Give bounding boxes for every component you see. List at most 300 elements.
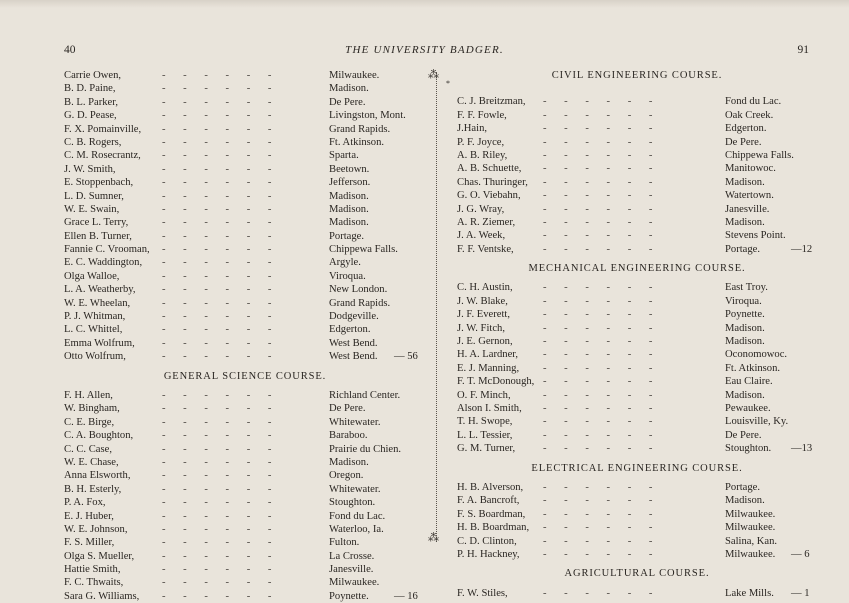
agricultural-list — [457, 587, 817, 600]
list-item — [457, 162, 817, 175]
hometown: Jefferson. — [329, 177, 371, 189]
hometown: Lake Mills. — [725, 587, 774, 599]
list-item — [457, 203, 817, 216]
hometown: Milwaukee. — [725, 548, 776, 560]
student-name: W. Bingham, — [64, 403, 120, 415]
hometown: Madison. — [725, 495, 765, 507]
hometown: Oak Creek. — [725, 109, 774, 121]
list-item — [457, 216, 817, 229]
hometown: De Pere. — [329, 96, 366, 108]
list-item — [457, 415, 817, 428]
hometown: Madison. — [725, 216, 765, 228]
hometown: Argyle. — [329, 257, 361, 269]
list-item — [457, 295, 817, 308]
list-item — [64, 550, 416, 563]
student-name: Emma Wolfrum, — [64, 337, 135, 349]
list-item — [64, 243, 416, 256]
list-item — [457, 149, 817, 162]
hometown: Edgerton. — [725, 123, 767, 135]
leader-dots: - - - - - - — [543, 376, 660, 388]
leader-dots: - - - - - - — [162, 96, 279, 108]
student-name: F. S. Boardman, — [457, 508, 526, 520]
student-name: F. X. Pomainville, — [64, 123, 142, 135]
student-name: C. C. Case, — [64, 443, 112, 455]
leader-dots: - - - - - - — [543, 535, 660, 547]
list-item — [64, 443, 416, 456]
list-item — [457, 535, 817, 548]
hometown: Salina, Kan. — [725, 535, 778, 547]
student-name: F. F. Fowle, — [457, 109, 507, 121]
course-total: —12 — [791, 243, 813, 255]
hometown: Whitewater. — [329, 483, 381, 495]
leader-dots: - - - - - - — [543, 203, 660, 215]
right-page-number: 91 — [797, 44, 809, 56]
list-item — [457, 189, 817, 202]
student-name: Alson I. Smith, — [457, 402, 522, 414]
mechanical-engineering-list — [457, 281, 817, 455]
list-item — [457, 548, 817, 561]
hometown: Milwaukee. — [725, 508, 776, 520]
general-science-list — [64, 389, 416, 603]
list-item — [64, 297, 416, 310]
leader-dots: - - - - - - — [162, 311, 279, 323]
hometown: Madison. — [725, 176, 765, 188]
leader-dots: - - - - - - — [162, 403, 279, 415]
list-item — [64, 136, 416, 149]
hometown: De Pere. — [725, 429, 762, 441]
list-item — [64, 536, 416, 549]
student-name: P. F. Joyce, — [457, 136, 505, 148]
hometown: Waterloo, Ia. — [329, 523, 384, 535]
hometown: Madison. — [329, 190, 369, 202]
leader-dots: - - - - - - — [162, 483, 279, 495]
hometown: West Bend. — [329, 351, 378, 363]
hometown: Milwaukee. — [725, 522, 776, 534]
list-item — [64, 402, 416, 415]
leader-dots: - - - - - - — [162, 351, 279, 363]
list-item — [64, 429, 416, 442]
hometown: De Pere. — [725, 136, 762, 148]
leader-dots: - - - - - - — [162, 497, 279, 509]
list-item — [64, 416, 416, 429]
leader-dots: - - - - - - — [162, 564, 279, 576]
leader-dots: - - - - - - — [543, 362, 660, 374]
list-item — [457, 176, 817, 189]
hometown: Portage. — [725, 243, 761, 255]
leader-dots: - - - - - - — [543, 429, 660, 441]
student-name: C. B. Rogers, — [64, 136, 122, 148]
student-name: H. A. Lardner, — [457, 349, 519, 361]
list-item — [64, 456, 416, 469]
leader-dots: - - - - - - — [162, 577, 279, 589]
leader-dots: - - - - - - — [162, 470, 279, 482]
student-name: F. T. McDonough, — [457, 376, 535, 388]
hometown: Eau Claire. — [725, 376, 773, 388]
student-name: Fannie C. Vrooman, — [64, 244, 150, 256]
hometown: Madison. — [725, 336, 765, 348]
list-item — [64, 350, 416, 363]
student-name: E. C. Waddington, — [64, 257, 143, 269]
course-total: —13 — [791, 443, 813, 455]
list-item — [457, 243, 817, 256]
hometown: Madison. — [725, 389, 765, 401]
student-name: F. F. Ventske, — [457, 243, 514, 255]
list-item — [64, 337, 416, 350]
list-item — [64, 270, 416, 283]
student-name: B. D. Paine, — [64, 83, 116, 95]
hometown: Poynette. — [329, 590, 369, 602]
list-item — [64, 163, 416, 176]
student-name: Carrie Owen, — [64, 70, 122, 81]
hometown: Madison. — [329, 456, 369, 468]
hometown: Viroqua. — [329, 270, 366, 282]
student-name: Chas. Thuringer, — [457, 176, 528, 188]
list-item — [64, 109, 416, 122]
student-name: G. M. Turner, — [457, 443, 516, 455]
list-item — [64, 123, 416, 136]
hometown: Madison. — [329, 217, 369, 229]
student-name: C. H. Austin, — [457, 282, 513, 294]
student-name: F. C. Thwaits, — [64, 577, 124, 589]
hometown: Baraboo. — [329, 430, 368, 442]
hometown: Pewaukee. — [725, 402, 771, 414]
leader-dots: - - - - - - — [543, 96, 660, 108]
student-name: E. J. Manning, — [457, 362, 520, 374]
list-item — [457, 508, 817, 521]
leader-dots: - - - - - - — [162, 230, 279, 242]
student-name: Ellen B. Turner, — [64, 230, 132, 242]
leader-dots: - - - - - - — [543, 336, 660, 348]
list-item — [64, 590, 416, 603]
hometown: Manitowoc. — [725, 163, 776, 175]
list-item — [457, 281, 817, 294]
civil-engineering-list — [457, 95, 817, 256]
student-name: C. J. Breitzman, — [457, 96, 526, 108]
leader-dots: - - - - - - — [543, 295, 660, 307]
hometown: Fulton. — [329, 537, 360, 549]
list-item — [64, 82, 416, 95]
hometown: Portage. — [725, 481, 761, 493]
hometown: Stevens Point. — [725, 230, 786, 242]
list-item — [64, 96, 416, 109]
leader-dots: - - - - - - — [543, 548, 660, 560]
leader-dots: - - - - - - — [162, 430, 279, 442]
student-name: A. B. Schuette, — [457, 163, 522, 175]
student-name: H. B. Boardman, — [457, 522, 530, 534]
left-column — [64, 69, 416, 603]
leader-dots: - - - - - - — [543, 176, 660, 188]
leader-dots: - - - - - - — [162, 270, 279, 282]
leader-dots: - - - - - - — [543, 508, 660, 520]
student-name: J.Hain, — [457, 123, 488, 135]
page-header — [0, 44, 849, 60]
leader-dots: - - - - - - — [162, 136, 279, 148]
list-item — [457, 122, 817, 135]
hometown: Edgerton. — [329, 324, 371, 336]
student-name: Olga S. Mueller, — [64, 550, 135, 562]
list-item — [457, 587, 817, 600]
hometown: Richland Center. — [329, 389, 401, 401]
student-name: F. S. Miller, — [64, 537, 115, 549]
student-name: L. L. Tessier, — [457, 429, 513, 441]
leader-dots: - - - - - - — [162, 389, 279, 401]
leader-dots: - - - - - - — [543, 402, 660, 414]
list-item — [64, 496, 416, 509]
student-name: C. D. Clinton, — [457, 535, 517, 547]
student-name: B. L. Parker, — [64, 96, 119, 108]
student-name: A. R. Ziemer, — [457, 216, 516, 228]
list-item — [64, 190, 416, 203]
hometown: Viroqua. — [725, 295, 762, 307]
list-item — [64, 323, 416, 336]
student-name: W. E. Chase, — [64, 456, 119, 468]
course-total: — 6 — [791, 548, 810, 560]
page-top-edge — [0, 0, 849, 8]
leader-dots: - - - - - - — [162, 443, 279, 455]
leader-dots: - - - - - - — [543, 190, 660, 202]
hometown: Milwaukee. — [329, 70, 380, 81]
student-name: J. F. Everett, — [457, 309, 510, 321]
hometown: Portage. — [329, 230, 365, 242]
student-name: W. E. Wheelan, — [64, 297, 131, 309]
leader-dots: - - - - - - — [162, 523, 279, 535]
hometown: Stoughton. — [725, 443, 772, 455]
leader-dots: - - - - - - — [162, 110, 279, 122]
list-item — [64, 216, 416, 229]
student-name: P. J. Whitman, — [64, 311, 126, 323]
student-name: Sara G. Williams, — [64, 590, 140, 602]
leader-dots: - - - - - - — [543, 136, 660, 148]
leader-dots: - - - - - - — [162, 416, 279, 428]
list-item — [64, 510, 416, 523]
student-name: W. E. Swain, — [64, 203, 120, 215]
student-name: C. M. Rosecrantz, — [64, 150, 141, 162]
leader-dots: - - - - - - — [162, 83, 279, 95]
leader-dots: - - - - - - — [162, 590, 279, 602]
student-name: L. A. Weatherby, — [64, 284, 136, 296]
student-name: F. A. Bancroft, — [457, 495, 520, 507]
leader-dots: - - - - - - — [543, 495, 660, 507]
leader-dots: - - - - - - — [543, 481, 660, 493]
hometown: Prairie du Chien. — [329, 443, 402, 455]
hometown: Chippewa Falls. — [725, 149, 794, 161]
list-item — [457, 402, 817, 415]
leader-dots: - - - - - - — [162, 177, 279, 189]
student-name: H. B. Alverson, — [457, 481, 524, 493]
student-name: Anna Elsworth, — [64, 470, 131, 482]
list-item — [457, 429, 817, 442]
list-item — [457, 229, 817, 242]
list-item — [64, 203, 416, 216]
student-name: P. A. Fox, — [64, 497, 106, 509]
list-item — [64, 176, 416, 189]
list-item — [457, 481, 817, 494]
student-name: J. G. Wray, — [457, 203, 505, 215]
hometown: Louisville, Ky. — [725, 416, 789, 428]
leader-dots: - - - - - - — [162, 190, 279, 202]
leader-dots: - - - - - - — [162, 324, 279, 336]
student-name: L. D. Sumner, — [64, 190, 124, 202]
student-name: O. F. Minch, — [457, 389, 511, 401]
leader-dots: - - - - - - — [162, 123, 279, 135]
student-name: Hattie Smith, — [64, 564, 121, 576]
student-name: P. H. Hackney, — [457, 548, 520, 560]
list-item — [64, 283, 416, 296]
hometown: Milwaukee. — [329, 577, 380, 589]
leader-dots: - - - - - - — [162, 203, 279, 215]
hometown: Grand Rapids. — [329, 297, 391, 309]
leader-dots: - - - - - - — [543, 416, 660, 428]
leader-dots: - - - - - - — [543, 349, 660, 361]
hometown: Madison. — [725, 322, 765, 334]
hometown: La Crosse. — [329, 550, 375, 562]
hometown: Whitewater. — [329, 416, 381, 428]
list-item — [457, 389, 817, 402]
student-name: Otto Wolfrum, — [64, 351, 126, 363]
leader-dots: - - - - - - — [543, 322, 660, 334]
student-name: B. H. Esterly, — [64, 483, 122, 495]
list-item — [457, 442, 817, 455]
letters-course-list — [64, 69, 416, 364]
hometown: East Troy. — [725, 282, 768, 294]
leader-dots: - - - - - - — [162, 217, 279, 229]
leader-dots: - - - - - - — [543, 587, 660, 599]
student-name: G. D. Pease, — [64, 110, 117, 122]
electrical-engineering-list — [457, 481, 817, 561]
hometown: Ft. Atkinson. — [725, 362, 781, 374]
leader-dots: - - - - - - — [162, 297, 279, 309]
course-total: — 16 — [394, 590, 418, 602]
heading-electrical-engineering: ELECTRICAL ENGINEERING COURSE. — [531, 462, 743, 474]
hometown: Grand Rapids. — [329, 123, 391, 135]
leader-dots: - - - - - - — [543, 216, 660, 228]
heading-mechanical-engineering: MECHANICAL ENGINEERING COURSE. — [528, 263, 746, 275]
hometown: De Pere. — [329, 403, 366, 415]
leader-dots: - - - - - - — [543, 230, 660, 242]
student-name: E. Stoppenbach, — [64, 177, 134, 189]
leader-dots: - - - - - - — [543, 109, 660, 121]
student-name: J. A. Week, — [457, 230, 506, 242]
list-item — [64, 523, 416, 536]
leader-dots: - - - - - - — [543, 309, 660, 321]
list-item — [457, 322, 817, 335]
list-item — [457, 95, 817, 108]
right-column — [457, 69, 817, 600]
hometown: Dodgeville. — [329, 311, 379, 323]
list-item — [457, 494, 817, 507]
list-item — [64, 310, 416, 323]
student-name: E. J. Huber, — [64, 510, 114, 522]
column-divider — [436, 72, 437, 542]
hometown: Stoughton. — [329, 497, 376, 509]
list-item — [457, 521, 817, 534]
student-name: G. O. Viebahn, — [457, 190, 521, 202]
student-name: F. W. Stiles, — [457, 587, 508, 599]
hometown: West Bend. — [329, 337, 378, 349]
ornament-top-icon: ⁂ — [428, 69, 439, 81]
hometown: Janesville. — [329, 564, 374, 576]
list-item — [64, 389, 416, 402]
hometown: Madison. — [329, 83, 369, 95]
leader-dots: - - - - - - — [162, 70, 279, 81]
leader-dots: - - - - - - — [543, 282, 660, 294]
hometown: Livingston, Mont. — [329, 110, 406, 122]
left-page-number: 40 — [64, 44, 76, 56]
student-name: L. C. Whittel, — [64, 324, 123, 336]
leader-dots: - - - - - - — [543, 149, 660, 161]
hometown: Chippewa Falls. — [329, 244, 398, 256]
hometown: Beetown. — [329, 163, 370, 175]
student-name: J. W. Fitch, — [457, 322, 505, 334]
list-item — [64, 483, 416, 496]
hometown: Fond du Lac. — [725, 96, 782, 108]
student-name: A. B. Riley, — [457, 149, 508, 161]
list-item — [64, 469, 416, 482]
leader-dots: - - - - - - — [162, 510, 279, 522]
ornament-bottom-icon: ⁂ — [428, 532, 439, 544]
course-total: — 56 — [394, 351, 418, 363]
heading-civil-engineering: CIVIL ENGINEERING COURSE. — [551, 70, 723, 81]
running-title: THE UNIVERSITY BADGER. — [345, 44, 504, 56]
list-item — [457, 375, 817, 388]
student-name: F. H. Allen, — [64, 389, 113, 401]
hometown: Oregon. — [329, 470, 364, 482]
hometown: Poynette. — [725, 309, 765, 321]
leader-dots: - - - - - - — [162, 150, 279, 162]
hometown: New London. — [329, 284, 388, 296]
list-item — [64, 69, 416, 82]
list-item — [457, 308, 817, 321]
hometown: Madison. — [329, 203, 369, 215]
list-item — [64, 230, 416, 243]
leader-dots: - - - - - - — [162, 537, 279, 549]
list-item — [64, 563, 416, 576]
list-item — [64, 256, 416, 269]
hometown: Watertown. — [725, 190, 774, 202]
leader-dots: - - - - - - — [543, 123, 660, 135]
heading-general-science: GENERAL SCIENCE COURSE. — [163, 370, 327, 382]
list-item — [457, 362, 817, 375]
leader-dots: - - - - - - — [162, 257, 279, 269]
student-name: Olga Walloe, — [64, 270, 120, 282]
leader-dots: - - - - - - — [162, 244, 279, 256]
hometown: Janesville. — [725, 203, 770, 215]
list-item — [457, 335, 817, 348]
leader-dots: - - - - - - — [543, 522, 660, 534]
hometown: Fond du Lac. — [329, 510, 386, 522]
student-name: J. W. Smith, — [64, 163, 116, 175]
leader-dots: - - - - - - — [543, 163, 660, 175]
leader-dots: - - - - - - — [543, 389, 660, 401]
list-item — [457, 136, 817, 149]
student-name: Grace L. Terry, — [64, 217, 129, 229]
leader-dots: - - - - - - — [162, 163, 279, 175]
student-name: T. H. Swope, — [457, 416, 513, 428]
list-item — [64, 149, 416, 162]
list-item — [457, 109, 817, 122]
list-item — [64, 576, 416, 589]
student-name: J. E. Gernon, — [457, 336, 513, 348]
hometown: Sparta. — [329, 150, 359, 162]
student-name: W. E. Johnson, — [64, 523, 128, 535]
student-name: J. W. Blake, — [457, 295, 508, 307]
leader-dots: - - - - - - — [162, 456, 279, 468]
leader-dots: - - - - - - — [162, 550, 279, 562]
student-name: C. E. Birge, — [64, 416, 115, 428]
leader-dots: - - - - - - — [162, 284, 279, 296]
leader-dots: - - - - - - — [543, 243, 660, 255]
heading-agricultural: AGRICULTURAL COURSE. — [564, 568, 710, 580]
